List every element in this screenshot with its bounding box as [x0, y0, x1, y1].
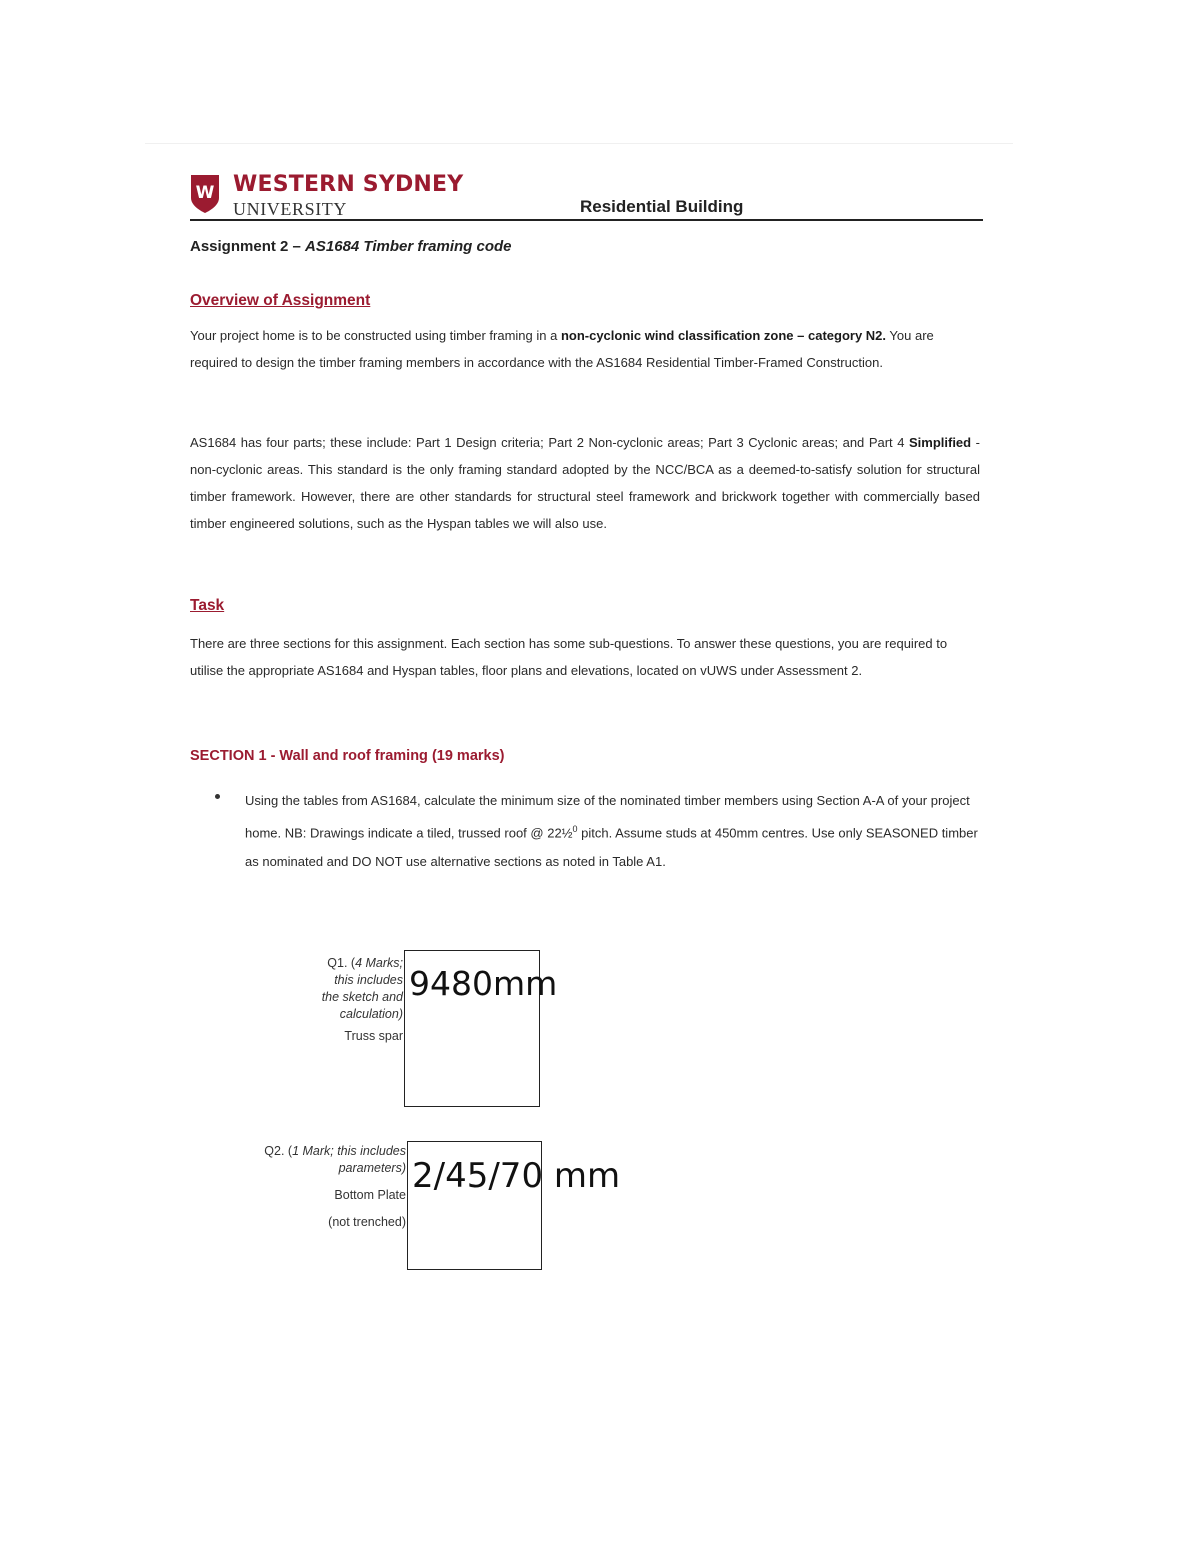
assignment-subject: AS1684 Timber framing code: [305, 238, 512, 255]
section1-heading: SECTION 1 - Wall and roof framing (19 marks): [190, 748, 505, 764]
q1-label-line3: the sketch and: [321, 990, 403, 1004]
document-page: [145, 144, 1013, 1304]
q2-label-line4: (not trenched): [328, 1215, 406, 1229]
simplified-emphasis: Simplified: [908, 435, 972, 450]
university-logo: [190, 172, 490, 220]
overview-heading: Overview of Assignment: [190, 292, 371, 309]
q1-label-line2: this includes: [334, 973, 403, 987]
q1-label-line1: Q1. (4 Marks;: [327, 956, 403, 970]
q1-label-line5: Truss spar: [344, 1029, 403, 1043]
q2-label-line1: Q2. (1 Mark; this includes: [264, 1144, 406, 1158]
q1-label-line4: calculation): [339, 1007, 403, 1021]
overview-paragraph-2: AS1684 has four parts; these include: Part 1 Design criteria; Part 2 Non-cyclonic areas; Part 3 Cyclonic areas; and Part 4 Simplified - non-cyclonic areas. This standard is the only framing standard adopted by the NCC/BCA as a deemed-to-satisfy solution for structural timber framework. However, there are other standards for structural steel framework and brickwork together with commercially based timber engineered solutions, such as the Hyspan tables we will also use.: [190, 435, 980, 531]
logo-title: WESTERN SYDNEY: [233, 172, 464, 197]
task-heading: Task: [190, 597, 225, 614]
wind-zone-emphasis: non-cyclonic wind classification zone – category N2.: [560, 328, 887, 343]
q1-answer-text[interactable]: 9480mm: [409, 964, 558, 1003]
overview-paragraph-1: Your project home is to be constructed using timber framing in a non-cyclonic wind classification zone – category N2. You are required to design the timber framing members in accordance with the AS1684 Residential Timber-Framed Construction.: [190, 328, 934, 370]
assignment-prefix: Assignment 2 –: [190, 238, 306, 255]
q2-label: [220, 1143, 406, 1231]
assignment-title: [190, 238, 512, 255]
q1-label: [290, 955, 403, 1045]
logo-letter: W: [195, 183, 215, 203]
course-title: Residential Building: [580, 197, 744, 216]
q2-answer-text[interactable]: 2/45/70 mm: [412, 1156, 621, 1196]
header-divider: [190, 219, 983, 221]
university-shield-icon: [190, 174, 220, 214]
q2-label-line3: Bottom Plate: [334, 1188, 406, 1202]
q2-label-line2: parameters): [338, 1161, 406, 1175]
logo-subtitle: UNIVERSITY: [233, 199, 347, 219]
bullet-dot-icon: [215, 794, 220, 799]
task-paragraph: There are three sections for this assignment. Each section has some sub-questions. To answer these questions, you are required to utilise the appropriate AS1684 and Hyspan tables, floor plans and elevations, located on vUWS under Assessment 2.: [190, 636, 948, 678]
section1-instructions: Using the tables from AS1684, calculate the minimum size of the nominated timber members using Section A-A of your project home. NB: Drawings indicate a tiled, trussed roof @ 22½$^0$ pitch. Assume studs at 450mm centres. Use only SEASONED timber as nominated and DO NOT use alternative sections as noted in Table A1.: [245, 793, 978, 870]
